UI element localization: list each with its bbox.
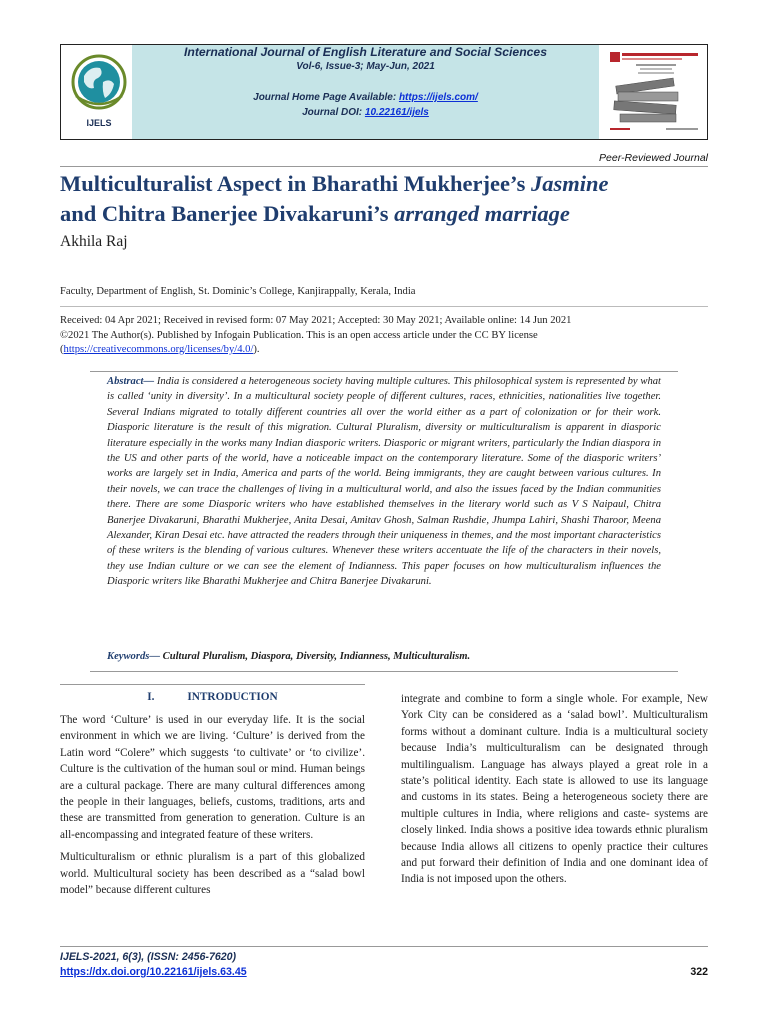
license-line: (https://creativecommons.org/licenses/by/4.0/). — [60, 344, 260, 355]
abstract-text: India is considered a heterogeneous society having multiple cultures. This philosophical system is represented by what is called ‘unity in diversity’. In a multicultural society people of different cultures, races, ethnicities, nationalities live together. Several Indians migrated to totally different countries all over the world either as a part of colonization or for their work. Diasporic literature is the result of this migration. Cultural Pluralism, diversity or multiculturalism is apparent in diasporic literature especially in the works many Indian diasporic writers. Diasporic or migrant writers, particularly the Indian diaspora in the US and other parts of the world, have a noticeable impact on the contemporary literature. Some of the diasporic writers’ works are largely set in India, America and parts of the world. Being immigrants, they are caught between various cultures. In their novels, we can trace the challenges of living in a multicultural world, and also the issues faced by the Indian communities there. There are some Diasporic writers who have established themselves in the literary world such as V S Naipaul, Chitra Banerjee Divakaruni, Bharathi Mukherjee, Anita Desai, Amitav Ghosh, Salman Rushdie, Jhumpa Lahiri, Shashi Tharoor, Meena Alexander, Kiran Desai etc. have attracted the readers through their uniqueness in themes, and the most important characteristics of these writers is the blending of various cultures. Whenever these writers accentuate the life of the characters in their novels, they use Indian culture or we can see the element of Indianness. This paper focuses on how multiculturalism influences the Diasporic writers like Bharathi Mukherjee and Chitra Banerjee Divakaruni. — [107, 376, 662, 588]
footer-divider — [60, 946, 708, 947]
logo-text: IJELS — [86, 118, 112, 128]
journal-doi-line — [132, 107, 599, 118]
keywords-text: Cultural Pluralism, Diaspora, Diversity, Indianness, Multiculturalism. — [162, 651, 471, 662]
doi-label: Journal DOI: — [302, 107, 365, 118]
body-column-left — [60, 712, 365, 904]
section-top-rule — [60, 684, 365, 685]
section-heading: I. INTRODUCTION — [147, 691, 278, 703]
journal-cover-image — [606, 48, 702, 136]
author-affiliation: Faculty, Department of English, St. Dominic’s College, Kanjirappally, Kerala, India — [60, 286, 416, 297]
home-link[interactable]: https://ijels.com/ — [398, 92, 478, 103]
home-label: Journal Home Page Available: — [253, 92, 399, 103]
journal-title: International Journal of English Literature and Social Sciences — [183, 45, 547, 59]
abstract: Abstract— India is considered a heterogeneous society having multiple cultures. This philosophical system is represented by what is called ‘unity in diversity’. In a multicultural society people of different cultures, races, ethnicities, nationalities live together. Several Indians migrated to totally different countries all over the world either as a part of colonization or for their work. Diasporic literature is the result of this migration. Cultural Pluralism, diversity or multiculturalism is apparent in diasporic literature especially in the works many Indian diasporic writers. Diasporic or migrant writers, particularly the Indian diaspora in the US and other parts of the world, have a noticeable impact on the contemporary literature. Some of the diasporic writers’ works are largely set in India, America and parts of the world. Being immigrants, they are caught between various cultures. In their novels, we can trace the challenges of living in a multicultural world, and also the issues faced by the Indian communities there. There are some Diasporic writers who have established themselves in the literary world such as V S Naipaul, Chitra Banerjee Divakaruni, Bharathi Mukherjee, Anita Desai, Amitav Ghosh, Salman Rushdie, Jhumpa Lahiri, Shashi Tharoor, Meena Alexander, Kiran Desai etc. have attracted the readers through their uniqueness in themes, and the most important characteristics of these writers is the blending of various cultures. Whenever these writers accentuate the life of the characters in their novels, they use Indian culture or we can see the element of Indianness. This paper focuses on how multiculturalism influences the Diasporic writers like Bharathi Mukherjee and Chitra Banerjee Divakaruni. — [107, 376, 662, 588]
title-line-1: Multiculturalist Aspect in Bharathi Mukherjee’s Jasmine — [60, 171, 609, 196]
author-name: Akhila Raj — [60, 233, 128, 250]
body-column-right — [401, 691, 708, 894]
paragraph: The word ‘Culture’ is used in our everyday life. It is the social environment in which we are living. ‘Culture’ is derived from the Latin word “Colere” which suggests ‘to cultivate’ or ‘to civilize’. Culture is the cultivation of the human soul or mind. Human beings are a cultural package. There are many cultural differences among the people in their languages, beliefs, customs, traditions, arts and these are transmitted from generation to generation. Culture is an all-encompassing and integrated feature of these writers. — [60, 714, 365, 841]
journal-home-line — [132, 92, 599, 103]
affiliation-divider — [60, 306, 708, 307]
copyright-line: ©2021 The Author(s). Published by Infogain Publication. This is an open access article under the CC BY license — [60, 329, 538, 341]
peer-reviewed-label: Peer-Reviewed Journal — [599, 152, 708, 164]
footer-doi-link[interactable]: https://dx.doi.org/10.22161/ijels.63.45 — [60, 966, 247, 978]
header-divider — [60, 166, 708, 167]
ijels-logo — [70, 52, 128, 132]
title-line-2: and Chitra Banerjee Divakaruni’s arranged marriage — [60, 201, 570, 226]
footer-doi — [60, 966, 247, 978]
footer-citation: IJELS-2021, 6(3), (ISSN: 2456-7620) — [60, 951, 237, 963]
abstract-top-rule — [90, 371, 678, 372]
paragraph: integrate and combine to form a single whole. For example, New York City can be considered as a ‘salad bowl’. Multiculturalism forms without a dominant culture. India is a multicultural society because India’s multiculturalism can be designated through multilingualism. Language has always played a great role in a state’s political identity. Each state is allowed to use its language and customs in its states. Being a heterogeneous society there are multiple cultures in India, where religions and caste- systems are closely linked. India shows a positive idea towards ethnic pluralism because India allows all citizens to openly practice their cultures and put forward their definition of India and one dominant idea of India is not imposed upon the others. — [401, 693, 708, 886]
abstract-label: Abstract — [107, 376, 144, 387]
dates-line: Received: 04 Apr 2021; Received in revised form: 07 May 2021; Accepted: 30 May 2021; Available online: 14 Jun 2021 — [60, 315, 572, 326]
license-link[interactable]: https://creativecommons.org/licenses/by/4.0/ — [63, 344, 254, 355]
page-number: 322 — [690, 966, 708, 978]
abstract-bottom-rule — [90, 671, 678, 672]
article-title — [60, 169, 720, 229]
keywords: Keywords— Cultural Pluralism, Diaspora, Diversity, Indianness, Multiculturalism. — [107, 651, 471, 662]
journal-volume: Vol-6, Issue-3; May-Jun, 2021 — [296, 61, 435, 72]
doi-link[interactable]: 10.22161/ijels — [364, 107, 429, 118]
keywords-label: Keywords — [107, 651, 150, 662]
article-dates — [60, 314, 710, 358]
paragraph: Multiculturalism or ethnic pluralism is a part of this globalized world. Multicultural society has been described as a “salad bowl model” because different cultures — [60, 851, 365, 897]
